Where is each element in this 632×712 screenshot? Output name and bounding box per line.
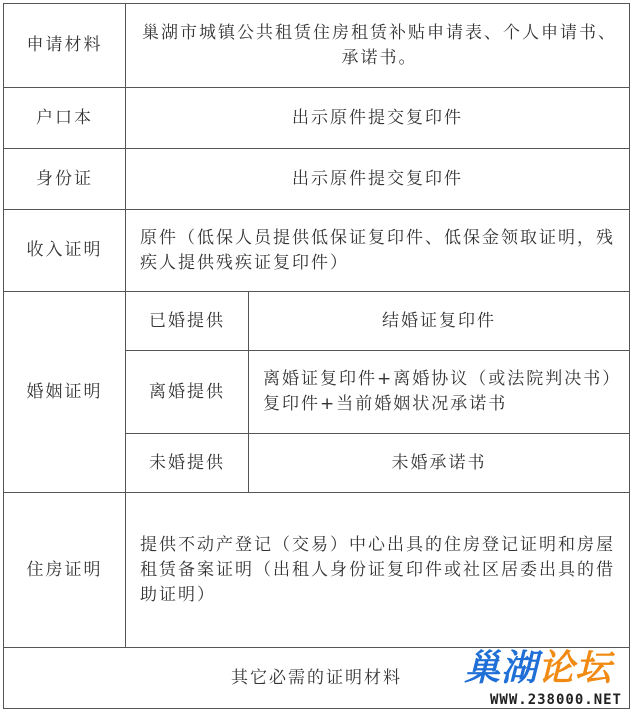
row-label-application: 申请材料 <box>4 4 126 88</box>
watermark-logo <box>464 640 612 691</box>
marriage-sub-label-married: 已婚提供 <box>126 292 249 351</box>
table-row <box>4 493 630 648</box>
row-label-marriage: 婚姻证明 <box>4 292 126 493</box>
row-value-housing: 提供不动产登记（交易）中心出具的住房登记证明和房屋租赁备案证明（出租人身份证复印件或社区居委出具的借助证明） <box>126 493 630 648</box>
marriage-sub-label-divorced: 离婚提供 <box>126 351 249 434</box>
marriage-value-unmarried: 未婚承诺书 <box>249 434 630 493</box>
marriage-value-divorced: 离婚证复印件+离婚协议（或法院判决书）复印件+当前婚姻状况承诺书 <box>249 351 630 434</box>
requirements-table <box>3 3 630 709</box>
table-row <box>4 292 630 351</box>
marriage-value-married: 结婚证复印件 <box>249 292 630 351</box>
row-value-id-card: 出示原件提交复印件 <box>126 149 630 210</box>
table-row <box>4 88 630 149</box>
table-row <box>4 210 630 292</box>
row-label-housing: 住房证明 <box>4 493 126 648</box>
row-value-income: 原件（低保人员提供低保证复印件、低保金领取证明，残疾人提供残疾证复印件） <box>126 210 630 292</box>
row-label-income: 收入证明 <box>4 210 126 292</box>
table-row <box>4 4 630 88</box>
row-value-other: 其它必需的证明材料 <box>4 648 630 709</box>
row-label-id-card: 身份证 <box>4 149 126 210</box>
watermark-title-part2: 论坛 <box>537 648 612 689</box>
row-label-hukou: 户口本 <box>4 88 126 149</box>
marriage-sub-label-unmarried: 未婚提供 <box>126 434 249 493</box>
watermark-title-part1: 巢湖 <box>463 648 538 689</box>
forum-watermark <box>426 640 626 710</box>
watermark-url: WWW.238000.NET <box>489 692 622 708</box>
row-value-application: 巢湖市城镇公共租赁住房租赁补贴申请表、个人申请书、承诺书。 <box>126 4 630 88</box>
row-value-hukou: 出示原件提交复印件 <box>126 88 630 149</box>
table-row <box>4 149 630 210</box>
